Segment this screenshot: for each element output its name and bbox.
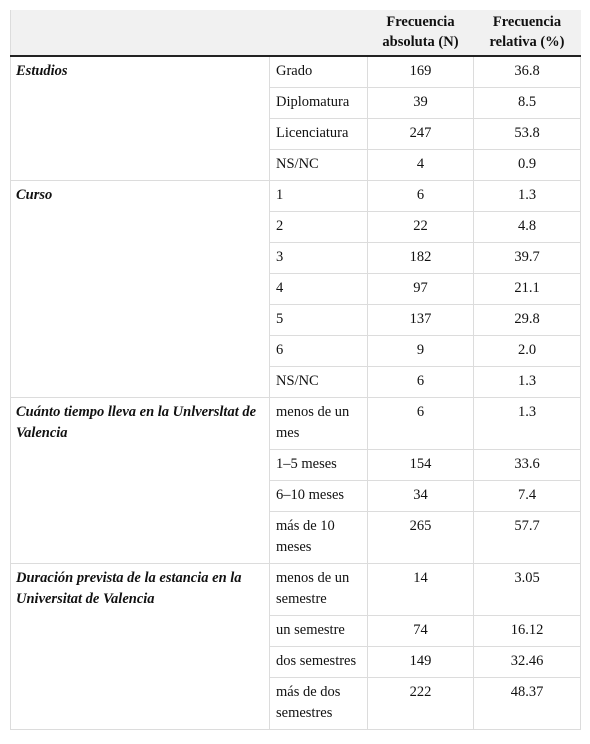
- header-absolute-frequency: Frecuencia absoluta (N): [368, 10, 474, 56]
- absolute-frequency-value: 22: [368, 212, 474, 243]
- absolute-frequency-value: 74: [368, 616, 474, 647]
- relative-frequency-value: 21.1: [474, 274, 581, 305]
- subcategory-label: un semestre: [270, 616, 368, 647]
- table-body: [11, 56, 581, 730]
- subcategory-label: 6–10 meses: [270, 481, 368, 512]
- relative-frequency-value: 1.3: [474, 398, 581, 450]
- relative-frequency-value: 36.8: [474, 56, 581, 88]
- relative-frequency-value: 16.12: [474, 616, 581, 647]
- relative-frequency-value: 32.46: [474, 647, 581, 678]
- absolute-frequency-value: 6: [368, 181, 474, 212]
- table-row: [11, 564, 581, 616]
- category-label: Duración prevista de la estancia en la Universitat de Valencia: [11, 564, 270, 730]
- subcategory-label: más de dos semestres: [270, 678, 368, 730]
- category-label: Estudios: [11, 56, 270, 181]
- absolute-frequency-value: 265: [368, 512, 474, 564]
- table-header-row: [11, 10, 581, 56]
- relative-frequency-value: 8.5: [474, 88, 581, 119]
- absolute-frequency-value: 6: [368, 398, 474, 450]
- frequency-table: [10, 10, 581, 730]
- subcategory-label: 1: [270, 181, 368, 212]
- header-blank-cell: [270, 10, 368, 56]
- absolute-frequency-value: 6: [368, 367, 474, 398]
- absolute-frequency-value: 137: [368, 305, 474, 336]
- subcategory-label: 5: [270, 305, 368, 336]
- absolute-frequency-value: 97: [368, 274, 474, 305]
- subcategory-label: 2: [270, 212, 368, 243]
- absolute-frequency-value: 182: [368, 243, 474, 274]
- category-label: Curso: [11, 181, 270, 398]
- header-relative-frequency: Frecuencia relativa (%): [474, 10, 581, 56]
- table-row: [11, 181, 581, 212]
- absolute-frequency-value: 4: [368, 150, 474, 181]
- relative-frequency-value: 29.8: [474, 305, 581, 336]
- relative-frequency-value: 33.6: [474, 450, 581, 481]
- frequency-table-container: [10, 10, 580, 730]
- relative-frequency-value: 53.8: [474, 119, 581, 150]
- absolute-frequency-value: 247: [368, 119, 474, 150]
- subcategory-label: 3: [270, 243, 368, 274]
- subcategory-label: menos de un mes: [270, 398, 368, 450]
- subcategory-label: 1–5 meses: [270, 450, 368, 481]
- subcategory-label: menos de un semestre: [270, 564, 368, 616]
- subcategory-label: Diplomatura: [270, 88, 368, 119]
- relative-frequency-value: 0.9: [474, 150, 581, 181]
- subcategory-label: Licenciatura: [270, 119, 368, 150]
- absolute-frequency-value: 169: [368, 56, 474, 88]
- absolute-frequency-value: 154: [368, 450, 474, 481]
- subcategory-label: 6: [270, 336, 368, 367]
- header-blank-cell: [11, 10, 270, 56]
- relative-frequency-value: 48.37: [474, 678, 581, 730]
- relative-frequency-value: 57.7: [474, 512, 581, 564]
- subcategory-label: NS/NC: [270, 150, 368, 181]
- absolute-frequency-value: 9: [368, 336, 474, 367]
- subcategory-label: 4: [270, 274, 368, 305]
- relative-frequency-value: 3.05: [474, 564, 581, 616]
- absolute-frequency-value: 149: [368, 647, 474, 678]
- relative-frequency-value: 4.8: [474, 212, 581, 243]
- absolute-frequency-value: 222: [368, 678, 474, 730]
- subcategory-label: Grado: [270, 56, 368, 88]
- relative-frequency-value: 1.3: [474, 367, 581, 398]
- category-label: Cuánto tiempo lleva en la Unlversltat de Valencia: [11, 398, 270, 564]
- absolute-frequency-value: 39: [368, 88, 474, 119]
- table-row: [11, 56, 581, 88]
- relative-frequency-value: 39.7: [474, 243, 581, 274]
- table-row: [11, 398, 581, 450]
- absolute-frequency-value: 34: [368, 481, 474, 512]
- subcategory-label: más de 10 meses: [270, 512, 368, 564]
- subcategory-label: NS/NC: [270, 367, 368, 398]
- relative-frequency-value: 7.4: [474, 481, 581, 512]
- relative-frequency-value: 1.3: [474, 181, 581, 212]
- relative-frequency-value: 2.0: [474, 336, 581, 367]
- subcategory-label: dos semestres: [270, 647, 368, 678]
- absolute-frequency-value: 14: [368, 564, 474, 616]
